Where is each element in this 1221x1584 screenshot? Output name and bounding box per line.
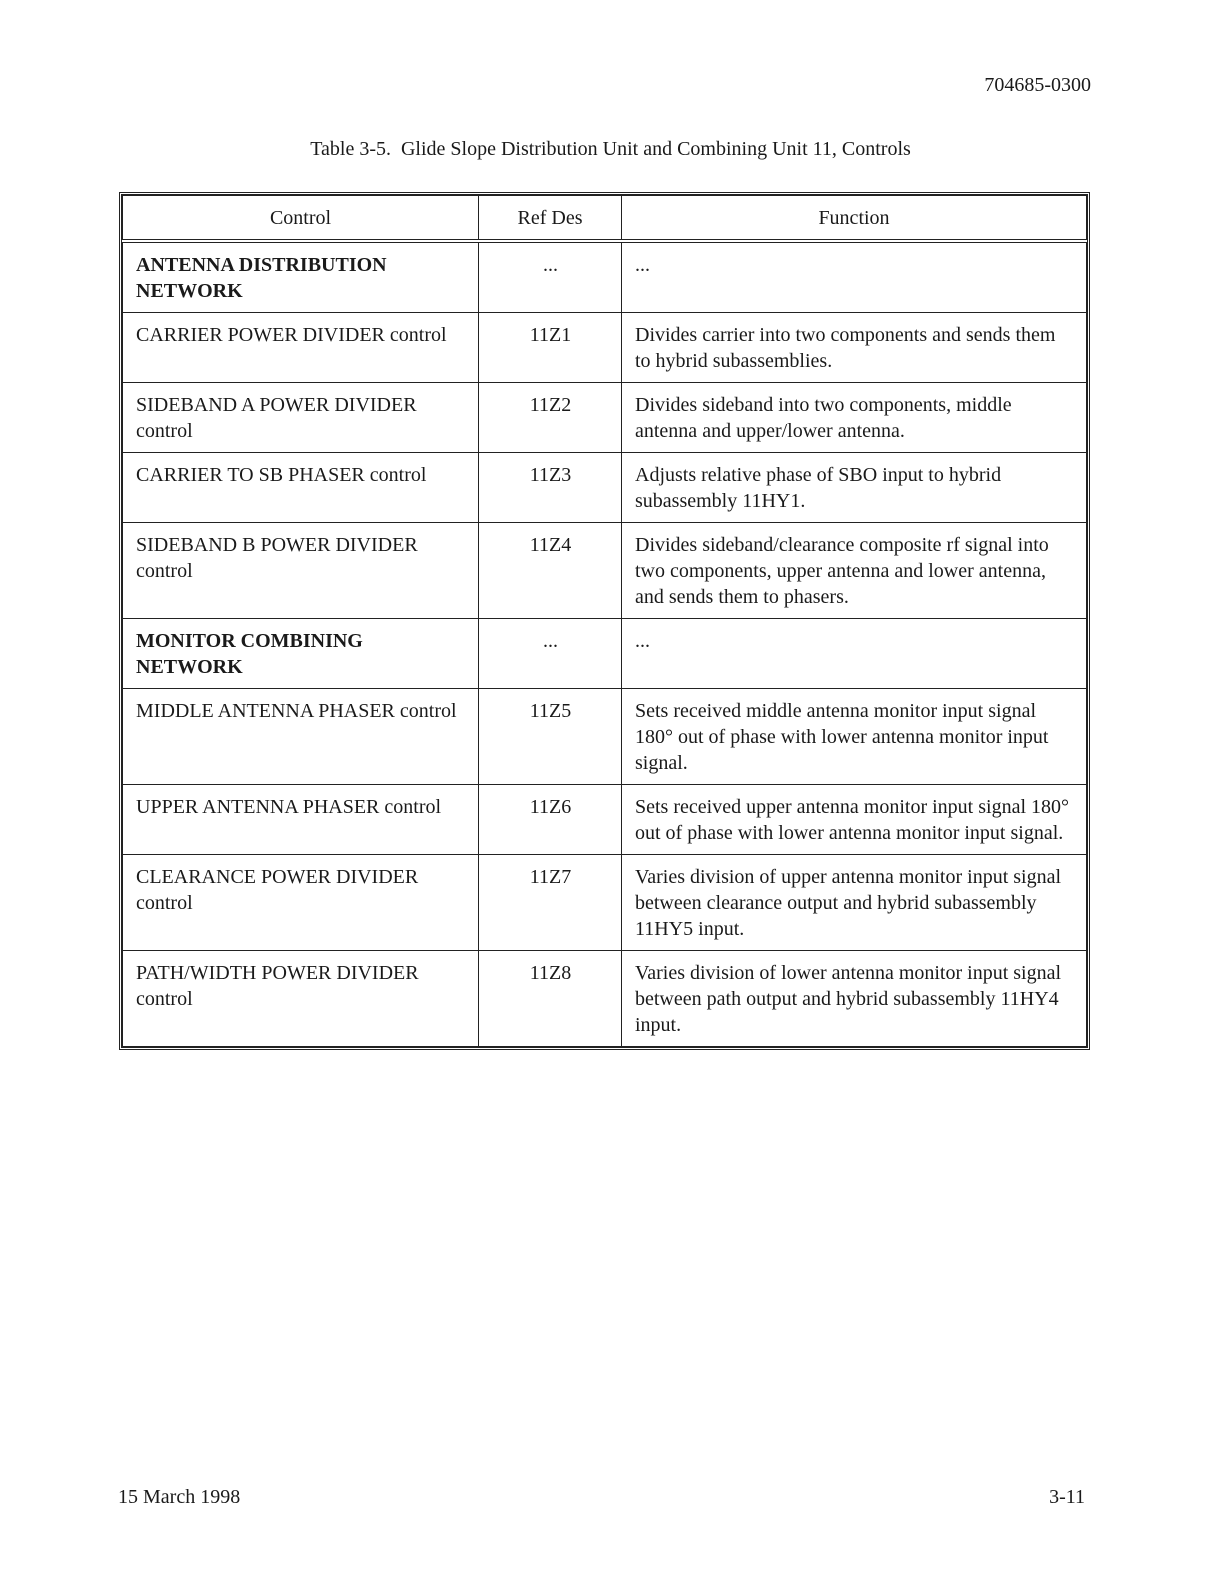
ref-des-cell: ... (479, 241, 622, 313)
control-cell: CARRIER POWER DIVIDER control (123, 313, 479, 383)
header-control: Control (123, 196, 479, 242)
footer-page-number: 3-11 (1049, 1486, 1085, 1508)
control-cell: UPPER ANTENNA PHASER control (123, 785, 479, 855)
ref-des-cell: 11Z2 (479, 383, 622, 453)
control-cell: ANTENNA DISTRIBUTION NETWORK (123, 241, 479, 313)
ref-des-cell: 11Z6 (479, 785, 622, 855)
function-cell: Adjusts relative phase of SBO input to hybrid subassembly 11HY1. (622, 453, 1087, 523)
function-cell: Varies division of upper antenna monitor input signal between clearance output and hybrid subassembly 11HY5 input. (622, 855, 1087, 951)
table-row (123, 689, 1087, 785)
function-cell: ... (622, 241, 1087, 313)
table-row (123, 785, 1087, 855)
control-cell: SIDEBAND B POWER DIVIDER control (123, 523, 479, 619)
control-cell: MIDDLE ANTENNA PHASER control (123, 689, 479, 785)
function-cell: Varies division of lower antenna monitor input signal between path output and hybrid subassembly 11HY4 input. (622, 951, 1087, 1047)
table-caption: Table 3-5. Glide Slope Distribution Unit and Combining Unit 11, Controls (310, 138, 911, 160)
function-cell: Divides sideband/clearance composite rf signal into two components, upper antenna and lower antenna, and sends them to phasers. (622, 523, 1087, 619)
ref-des-cell: 11Z4 (479, 523, 622, 619)
table-row (123, 951, 1087, 1047)
document-number: 704685-0300 (984, 74, 1091, 96)
controls-table-frame (119, 192, 1090, 1050)
section-row (123, 241, 1087, 313)
function-cell: Divides carrier into two components and sends them to hybrid subassemblies. (622, 313, 1087, 383)
function-cell: ... (622, 619, 1087, 689)
ref-des-cell: ... (479, 619, 622, 689)
control-cell: MONITOR COMBINING NETWORK (123, 619, 479, 689)
control-cell: CLEARANCE POWER DIVIDER control (123, 855, 479, 951)
header-function: Function (622, 196, 1087, 242)
function-cell: Divides sideband into two components, middle antenna and upper/lower antenna. (622, 383, 1087, 453)
ref-des-cell: 11Z3 (479, 453, 622, 523)
controls-table (122, 195, 1087, 1047)
ref-des-cell: 11Z7 (479, 855, 622, 951)
header-ref-des: Ref Des (479, 196, 622, 242)
table-row (123, 855, 1087, 951)
table-row (123, 453, 1087, 523)
function-cell: Sets received upper antenna monitor input signal 180° out of phase with lower antenna monitor input signal. (622, 785, 1087, 855)
ref-des-cell: 11Z1 (479, 313, 622, 383)
footer-date: 15 March 1998 (118, 1486, 241, 1508)
table-row (123, 523, 1087, 619)
table-row (123, 383, 1087, 453)
control-cell: CARRIER TO SB PHASER control (123, 453, 479, 523)
control-cell: SIDEBAND A POWER DIVIDER control (123, 383, 479, 453)
section-row (123, 619, 1087, 689)
function-cell: Sets received middle antenna monitor input signal 180° out of phase with lower antenna monitor input signal. (622, 689, 1087, 785)
table-header-row (123, 196, 1087, 242)
table-row (123, 313, 1087, 383)
control-cell: PATH/WIDTH POWER DIVIDER control (123, 951, 479, 1047)
ref-des-cell: 11Z8 (479, 951, 622, 1047)
ref-des-cell: 11Z5 (479, 689, 622, 785)
